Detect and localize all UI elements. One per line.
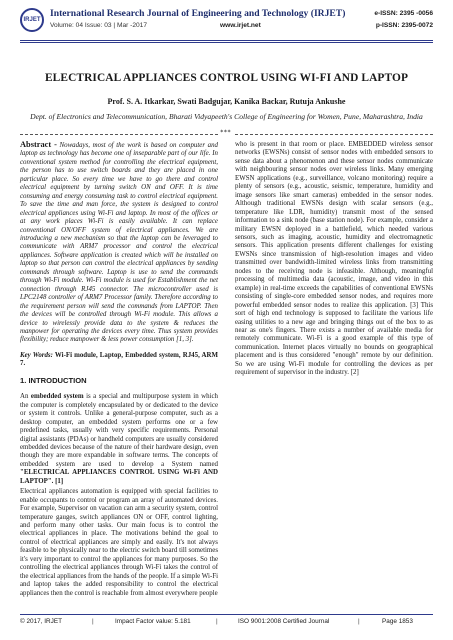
intro-paragraph-2-start: Electrical appliances automation is equipped with special facilities to enable occupants to control or program an array of automated devices. For example, Supervisor on vacation can arm a security system, control temperature gauges, switch appliances ON or OFF, control lighting, and perform many other tasks. Our main focus is to control the electrical appliances in place. The motivations behind the goal to control of electrical appliances are simply and easily. It's not always feasible to be physically near to the electric switch board till sometimes it's very important to control the appliances for many purposes. So the controlling the electrical appliances through Wi-Fi takes the control of the electrical appliances from the hands of the people. If a simple Wi-Fi and laptop takes the added responsibility to control the electrical appliances then the control is reachable from almost everywhere people	[20, 488, 218, 597]
footer-impact-factor: Impact Factor value: 5.181	[115, 618, 191, 625]
paper-authors: Prof. S. A. Itkarkar, Swati Badgujar, Kanika Backar, Rutuja Ankushe	[107, 97, 346, 106]
intro-text-a: An	[20, 393, 31, 401]
footer-page-number: Page 1853	[382, 618, 413, 625]
intro-term-embedded-system: embedded system	[30, 393, 84, 401]
footer-copyright: © 2017, IRJET	[20, 618, 63, 625]
footer-divider: |	[358, 618, 360, 625]
footer-divider: |	[92, 618, 94, 625]
header-rule	[20, 40, 433, 41]
journal-website-link[interactable]: www.irjet.net	[220, 22, 261, 29]
intro-paragraph-1	[20, 393, 218, 486]
journal-logo: IRJET	[20, 8, 44, 32]
journal-name: International Research Journal of Engineering and Technology (IRJET)	[50, 8, 346, 19]
intro-paragraph-2-cont: who is present in that room or place. EMBEDDED wireless sensor networks (EWSNs) consist of sensor nodes with embedded sensors to sense data about a phenomenon and these sensor nodes communicate with neighbouring sensor nodes over wireless links. Many emerging EWSN applications (e.g., surveillance, volcano monitoring) require a plenty of sensors (e.g., acoustic, seismic, temperature, humidity and image sensors like smart cameras) embedded in the sensor nodes. Although traditional EWSNs design with scalar sensors (e.g., temperature like LDR, humidity) transmit most of the sensed information to a sink node (base station node). For example, consider a military EWSN deployed in a battlefield, which needed various sensors, such as imaging, acoustic, humidity and electromagnetic sensors. This application presents different challenges for existing EWSNs since transmission of high-resolution images and video transmitted over bandwidth-limited wireless links from transmitting nodes to the receiving node is infeasible. Although, meaningful processing of multimedia data (acoustic, image, and video in this example) in real-time exceeds the capabilities of conventional EWSNs consisting of single-core embedded sensor nodes, and requires more powerful embedded sensor nodes to realize this application. [3] This sort of high end technology is supposed to facilitate the various life easing utilities to a new age and bringing things out of the box to as near as one's fingers. There exists a number of available media for remotely communicate. Wi-Fi is a good example of this type of communication. Internet places virtually no bounds on geographical placement and is thus considered "enough" remote by our definition. So we are using Wi-Fi module for controlling the devices as per requirement of supervisor in the industry. [2]	[235, 141, 433, 377]
footer-rule	[20, 614, 433, 615]
section-heading-introduction: 1. INTRODUCTION	[20, 375, 87, 385]
footer-divider: |	[216, 618, 218, 625]
paper-affiliation: Dept. of Electronics and Telecommunication, Bharati Vidyapeeth's College of Engineering for Women, Pune, Maharashtra, India	[30, 112, 423, 121]
footer-iso: ISO 9001:2008 Certified Journal	[238, 618, 330, 625]
e-issn: e-ISSN: 2395 -0056	[374, 10, 433, 17]
volume-info: Volume: 04 Issue: 03 | Mar -2017	[50, 22, 148, 29]
abstract	[20, 141, 218, 345]
separator-mark: ***	[220, 129, 231, 136]
intro-system-name: "ELECTRICAL APPLIANCES CONTROL USING Wi-Fi AND LAPTOP". [1]	[20, 469, 218, 485]
abstract-label: Abstract -	[20, 140, 57, 149]
p-issn: p-ISSN: 2395-0072	[375, 22, 433, 29]
header-rule-2	[20, 42, 433, 43]
paper-title: ELECTRICAL APPLIANCES CONTROL USING WI-FI AND LAPTOP	[44, 72, 409, 84]
intro-text-b: is a special and multipurpose system in which the computer is completely encapsulated by or dedicated to the device or system it controls. Unlike a general-purpose computer, such as a desktop computer, an embedded system performs one or a few predefined tasks, usually with very specific requirements. Personal digital assistants (PDAs) or handheld computers are usually considered embedded devices because of the nature of their hardware design, even though they are more expandable in software terms. The concepts of embedded system are used to develop a System named	[20, 393, 218, 468]
left-column	[20, 141, 218, 600]
keywords-label: Key Words:	[20, 351, 53, 359]
journal-header	[20, 6, 433, 38]
right-column	[235, 141, 433, 380]
keywords-text: Wi-Fi module, Laptop, Embedded system, RJ45, ARM 7.	[20, 351, 218, 368]
abstract-text: Nowadays, most of the work is based on computer and laptop as technology has become one of inseparable part of our life. In conventional system method for controlling the electrical equipment, the person has to use switch boards and they are placed in one particular place. So every time we have to go there and control electrical equipment by turning switch ON and OFF. It is time consuming and energy consuming task to control electrical equipment. To save the time and man force, the system is designed to control electrical appliances using Wi-Fi and laptop. In most of the offices or at any work places Wi-Fi is easily available. It can replace conventional ON/OFF system of electrical appliances. We are introducing a new mechanism so that the laptop can be leveraged to communicate with ARM7 processor and control the electrical appliances. Software application is created which will be installed on laptop so that person can control the electrical appliances by sending commands through software. Laptop is use to send the commands through Wi-Fi module. Wi-Fi module is used for Establishment the net connection through RJ45 connector. The microcontroller used is LPC2148 controller of ARM7 Processor family. Therefore according to the requirement person will send the commands from LAPTOP. Then the devices will be controlled through Wi-Fi module. This allows a device to wirelessly provide data to the system & reduces the manpower for operating the devices every time. Thus system provides flexibility; reduce manpower & less power consumption [1, 3].	[20, 142, 218, 344]
page-footer	[20, 618, 433, 630]
keywords	[20, 352, 218, 369]
